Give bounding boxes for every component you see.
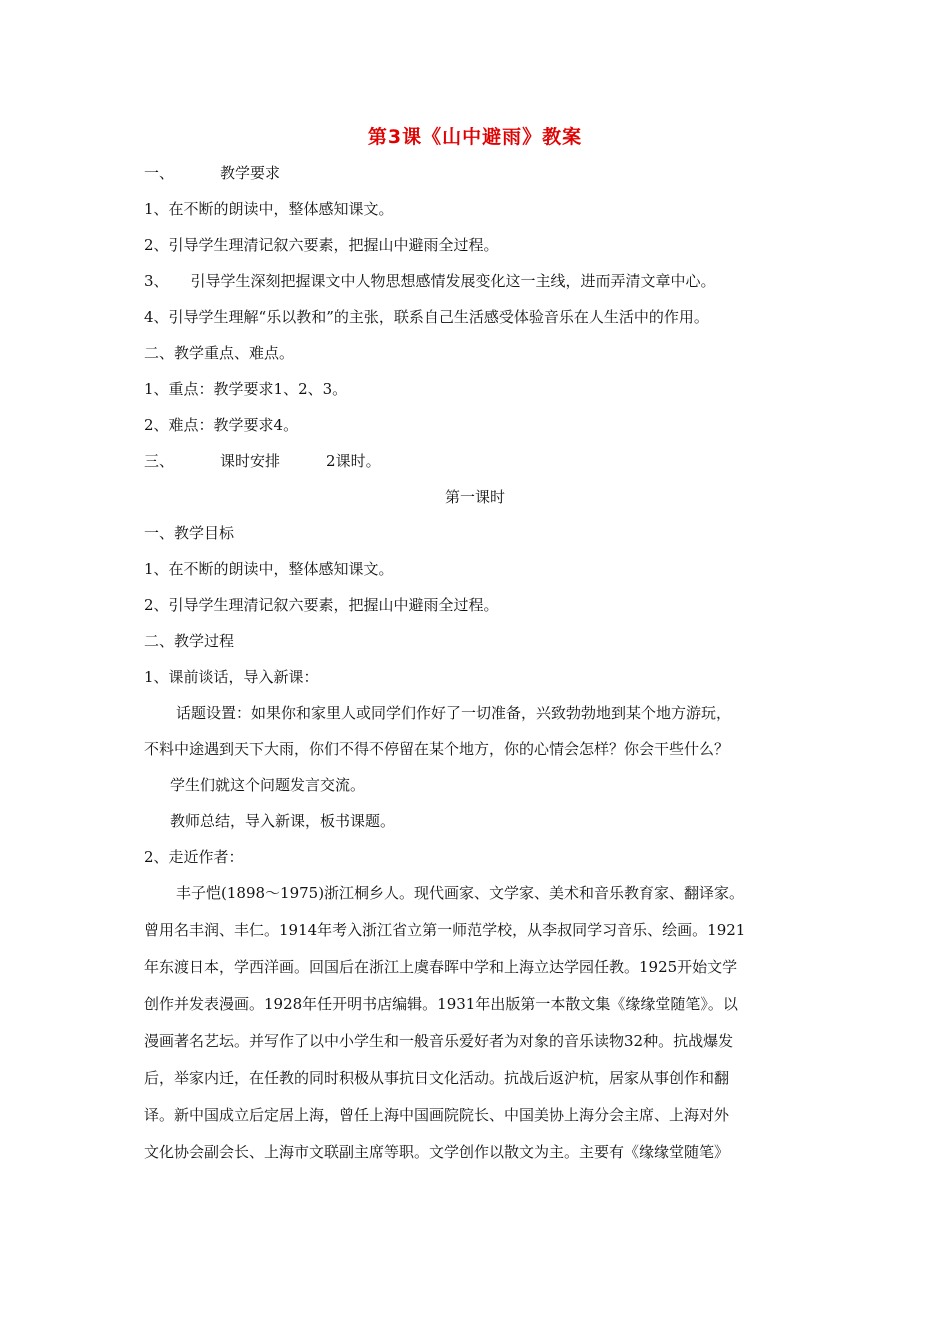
author-paragraph-line: 译。新中国成立后定居上海，曾任上海中国画院院长、中国美协上海分会主席、上海对外	[144, 1106, 730, 1124]
requirement-heading: 一、 教学要求	[144, 164, 281, 182]
requirement-item-3: 3、 引导学生深刻把握课文中人物思想感情发展变化这一主线，进而弄清文章中心。	[144, 272, 716, 290]
requirement-item-1: 1、在不断的朗读中，整体感知课文。	[144, 200, 394, 218]
topic-paragraph-line: 话题设置：如果你和家里人或同学们作好了一切准备，兴致勃勃地到某个地方游玩，	[176, 704, 732, 722]
key-points-heading: 二、教学重点、难点。	[144, 344, 295, 362]
requirement-item-2: 2、引导学生理清记叙六要素，把握山中避雨全过程。	[144, 236, 499, 254]
author-paragraph-line: 文化协会副会长、上海市文联副主席等职。文学创作以散文为主。主要有《缘缘堂随笔》	[144, 1143, 730, 1161]
key-point-item: 1、重点：教学要求1、2、3。	[144, 380, 348, 398]
schedule-line: 三、 课时安排 2课时。	[144, 452, 381, 470]
student-line: 学生们就这个问题发言交流。	[170, 776, 366, 794]
author-paragraph-line: 丰子恺(1898～1975)浙江桐乡人。现代画家、文学家、美术和音乐教育家、翻译家。	[176, 884, 745, 902]
process-step-1: 1、课前谈话，导入新课：	[144, 668, 319, 686]
teacher-line: 教师总结，导入新课，板书课题。	[170, 812, 396, 830]
requirement-item-4: 4、引导学生理解“乐以教和”的主张，联系自己生活感受体验音乐在人生活中的作用。	[144, 308, 709, 326]
process-heading: 二、教学过程	[144, 632, 235, 650]
topic-paragraph-line: 不料中途遇到天下大雨，你们不得不停留在某个地方，你的心情会怎样？你会干些什么？	[144, 740, 730, 758]
document-title: 第3课《山中避雨》教案	[367, 126, 583, 148]
author-paragraph-line: 漫画著名艺坛。并写作了以中小学生和一般音乐爱好者为对象的音乐读物32种。抗战爆发	[144, 1032, 734, 1050]
objectives-heading: 一、教学目标	[144, 524, 235, 542]
author-paragraph-line: 曾用名丰润、丰仁。1914年考入浙江省立第一师范学校，从李叔同学习音乐、绘画。1921	[144, 921, 746, 939]
difficulty-item: 2、难点：教学要求4。	[144, 416, 299, 434]
objective-item-1: 1、在不断的朗读中，整体感知课文。	[144, 560, 394, 578]
objective-item-2: 2、引导学生理清记叙六要素，把握山中避雨全过程。	[144, 596, 499, 614]
author-paragraph-line: 后，举家内迁，在任教的同时积极从事抗日文化活动。抗战后返沪杭，居家从事创作和翻	[144, 1069, 730, 1087]
author-paragraph-line: 创作并发表漫画。1928年任开明书店编辑。1931年出版第一本散文集《缘缘堂随笔》。以	[144, 995, 738, 1013]
section-heading: 第一课时	[444, 488, 505, 506]
author-paragraph-line: 年东渡日本，学西洋画。回国后在浙江上虞春晖中学和上海立达学园任教。1925开始文学	[144, 958, 738, 976]
author-heading: 2、走近作者：	[144, 848, 244, 866]
